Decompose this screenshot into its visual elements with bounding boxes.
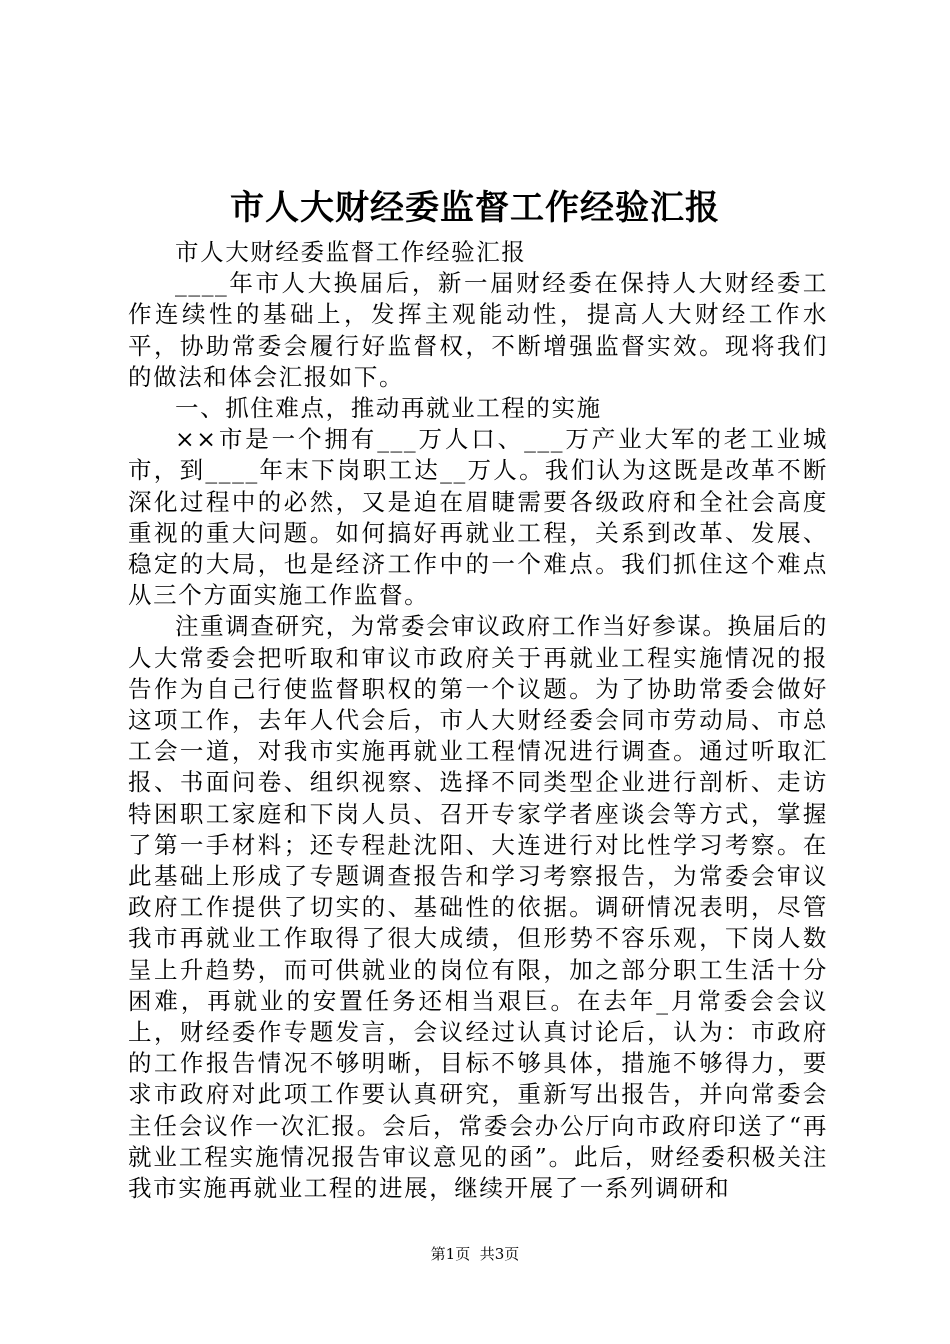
page-total: 共3页 — [479, 1245, 520, 1263]
page-footer — [0, 1244, 950, 1264]
body-paragraph: 注重调查研究，为常委会审议政府工作当好参谋。换届后的人大常委会把听取和审议市政府关于再就业工程实施情况的报告作为自己行使监督职权的第一个议题。为了协助常委会做好这项工作，去年人代会后，市人大财经委会同市劳动局、市总工会一道，对我市实施再就业工程情况进行调查。通过听取汇报、书面问卷、组织视察、选择不同类型企业进行剖析、走访特困职工家庭和下岗人员、召开专家学者座谈会等方式，掌握了第一手材料；还专程赴沈阳、大连进行对比性学习考察。在此基础上形成了专题调查报告和学习考察报告，为常委会审议政府工作提供了切实的、基础性的依据。调研情况表明，尽管我市再就业工作取得了很大成绩，但形势不容乐观，下岗人数呈上升趋势，而可供就业的岗位有限，加之部分职工生活十分困难，再就业的安置任务还相当艰巨。在去年_月常委会会议上，财经委作专题发言，会议经过认真讨论后，认为：市政府的工作报告情况不够明晰，目标不够具体，措施不够得力，要求市政府对此项工作要认真研究，重新写出报告，并向常委会主任会议作一次汇报。会后，常委会办公厅向市政府印送了“再就业工程实施情况报告审议意见的函”。此后，财经委积极关注我市实施再就业工程的进展，继续开展了一系列调研和 — [128, 612, 828, 1203]
page-number: 第1页 — [430, 1245, 471, 1263]
body-paragraph: ____年市人大换届后，新一届财经委在保持人大财经委工作连续性的基础上，发挥主观能动性，提高人大财经工作水平，协助常委会履行好监督权，不断增强监督实效。现将我们的做法和体会汇报如下。 — [128, 269, 828, 391]
subtitle-paragraph: 市人大财经委监督工作经验汇报 — [175, 238, 527, 266]
section-heading: 一、抓住难点，推动再就业工程的实施 — [175, 394, 602, 423]
document-body — [128, 237, 828, 1204]
document-title: 市人大财经委监督工作经验汇报 — [230, 188, 720, 228]
body-paragraph: ××市是一个拥有___万人口、___万产业大军的老工业城市，到____年末下岗职工达__万人。我们认为这既是改革不断深化过程中的必然，又是迫在眉睫需要各级政府和全社会高度重视的重大问题。如何搞好再就业工程，关系到改革、发展、稳定的大局，也是经济工作中的一个难点。我们抓住这个难点从三个方面实施工作监督。 — [128, 425, 828, 610]
